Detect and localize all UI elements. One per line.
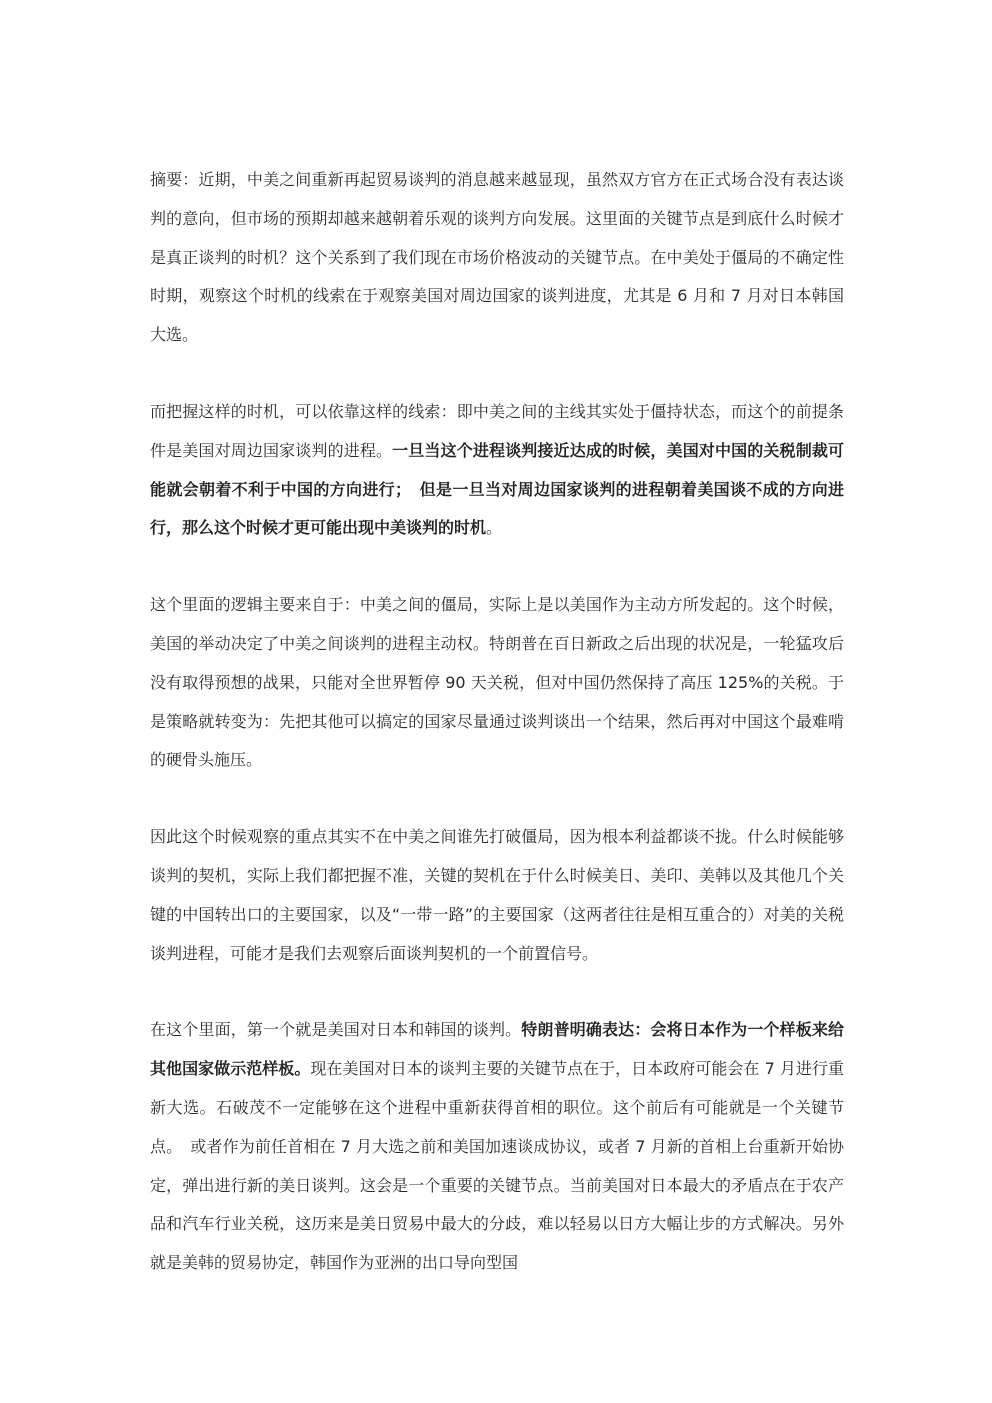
text-segment: 而把握这样的时机，可以依靠这样的线索：即中美之间的主线其实处于僵持状态，而这个的前提条件是美国对周边国家谈判的进程。 [150,401,844,460]
text-segment: 因此这个时候观察的重点其实不在中美之间谁先打破僵局，因为根本利益都谈不拢。什么时候能够谈判的契机，实际上我们都把握不准，关键的契机在于什么时候美日、美印、美韩以及其他几个关键的中国转出口的主要国家，以及“一带一路”的主要国家（这两者往往是相互重合的）对美的关税谈判进程，可能才是我们去观察后面谈判契机的一个前置信号。 [150,827,844,963]
bold-text-segment: 特朗普明确表达：会将日本作为一个样板来给其他国家做示范样板。 [150,1020,844,1079]
text-segment: 现在美国对日本的谈判主要的关键节点在于，日本政府可能会在 7 月进行重新大选。石破茂不一定能够在这个进程中重新获得首相的职位。这个前后有可能就是一个关键节点。 或者作为前任首相在 7 月大选之前和美国加速谈成协议，或者 7 月新的首相上台重新开始协定，弹出进行新的美日谈判。这会是一个重要的关键节点。当前美国对日本最大的矛盾点在于农产品和汽车行业关税，这历来是美日贸易中最大的分歧，难以轻易以日方大幅让步的方式解决。另外就是美韩的贸易协定，韩国作为亚洲的出口导向型国 [150,1059,844,1273]
paragraph-logic [150,586,844,780]
text-segment: 。 [486,518,503,538]
text-segment: 在这个里面，第一个就是美国对日本和韩国的谈判。 [150,1020,522,1040]
paragraph-observation-focus [150,818,844,973]
text-segment: 摘要：近期，中美之间重新再起贸易谈判的消息越来越显现，虽然双方官方在正式场合没有表达谈判的意向，但市场的预期却越来越朝着乐观的谈判方向发展。这里面的关键节点是到底什么时候才是真正谈判的时机？这个关系到了我们现在市场价格波动的关键节点。在中美处于僵局的不确定性时期，观察这个时机的线索在于观察美国对周边国家的谈判进度，尤其是 6 月和 7 月对日本韩国大选。 [150,170,844,345]
bold-text-segment: 一旦当这个进程谈判接近达成的时候，美国对中国的关税制裁可能就会朝着不利于中国的方向进行； 但是一旦当对周边国家谈判的进程朝着美国谈不成的方向进行，那么这个时候才更可能出现中美谈判的时机 [150,440,844,538]
paragraph-timing-clue [150,393,844,548]
text-segment: 这个里面的逻辑主要来自于：中美之间的僵局，实际上是以美国作为主动方所发起的。这个时候，美国的举动决定了中美之间谈判的进程主动权。特朗普在百日新政之后出现的状况是，一轮猛攻后没有取得预想的战果，只能对全世界暂停 90 天关税，但对中国仍然保持了高压 125%的关税。于是策略就转变为：先把其他可以搞定的国家尽量通过谈判谈出一个结果，然后再对中国这个最难啃的硬骨头施压。 [150,595,844,770]
paragraph-abstract [150,161,844,355]
paragraph-japan-korea [150,1011,844,1283]
document-page [150,161,844,1321]
